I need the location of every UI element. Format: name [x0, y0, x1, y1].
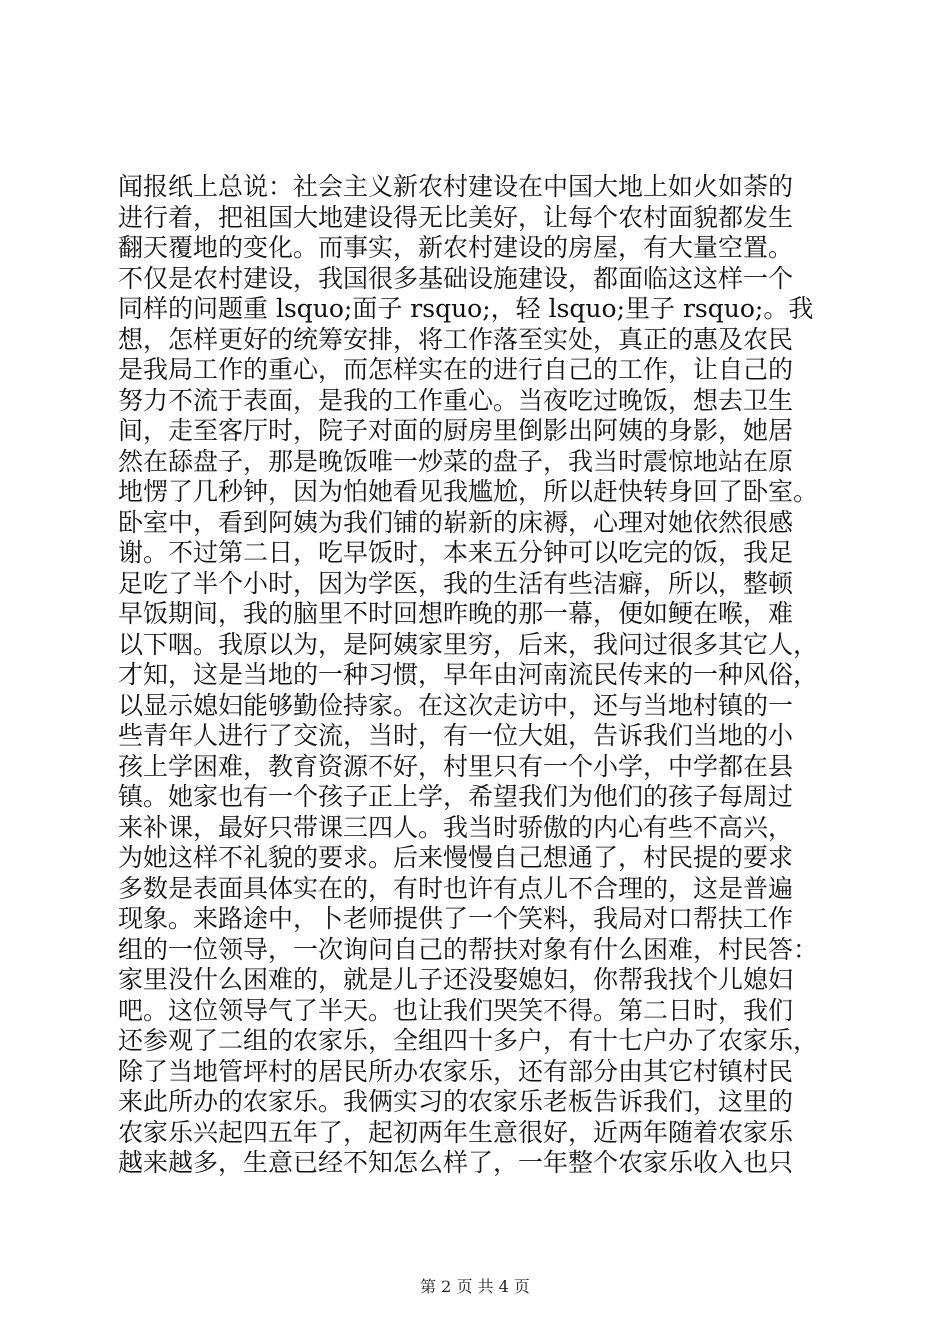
text-line: 农家乐兴起四五年了，起初两年生意很好，近两年随着农家乐: [118, 1117, 794, 1147]
text-line: 还参观了二组的农家乐，全组四十多户，有十七户办了农家乐，: [118, 1026, 819, 1055]
text-line: 同样的问题重 lsquo;面子 rsquo;，轻 lsquo;里子 rsquo;。我: [118, 294, 814, 323]
text-line: 闻报纸上总说：社会主义新农村建设在中国大地上如火如荼的: [118, 172, 794, 201]
text-line: 早饭期间，我的脑里不时回想昨晚的那一幕，便如鲠在喉，难: [118, 599, 794, 628]
text-line: 翻天覆地的变化。而事实，新农村建设的房屋，有大量空置。: [118, 233, 794, 262]
text-line: 来此所办的农家乐。我俩实习的农家乐老板告诉我们，这里的: [118, 1087, 794, 1116]
text-line: 想，怎样更好的统筹安排，将工作落至实处，真正的惠及农民: [118, 324, 794, 354]
text-line: 除了当地管坪村的居民所办农家乐，还有部分由其它村镇村民: [118, 1056, 794, 1086]
text-line: 以下咽。我原以为，是阿姨家里穷，后来，我问过很多其它人，: [118, 629, 819, 659]
text-line: 是我局工作的重心，而怎样实在的进行自己的工作，让自己的: [118, 355, 794, 384]
text-line: 进行着，把祖国大地建设得无比美好，让每个农村面貌都发生: [118, 202, 794, 232]
text-line: 然在舔盘子，那是晚饭唯一炒菜的盘子，我当时震惊地站在原: [118, 446, 794, 476]
text-line: 足吃了半个小时，因为学医，我的生活有些洁癖，所以，整顿: [118, 568, 794, 598]
text-line: 镇。她家也有一个孩子正上学，希望我们为他们的孩子每周过: [118, 782, 794, 811]
text-line: 组的一位领导，一次询问自己的帮扶对象有什么困难，村民答：: [118, 934, 819, 964]
page-number: 第 2 页 共 4 页: [420, 1277, 530, 1296]
body-text: [118, 172, 838, 1179]
text-line: 孩上学困难，教育资源不好，村里只有一个小学，中学都在县: [118, 751, 794, 781]
text-line: 现象。来路途中，卜老师提供了一个笑料，我局对口帮扶工作: [118, 904, 794, 933]
text-line: 为她这样不礼貌的要求。后来慢慢自己想通了，村民提的要求: [118, 843, 794, 872]
text-line: 些青年人进行了交流，当时，有一位大姐，告诉我们当地的小: [118, 721, 794, 750]
text-line: 才知，这是当地的一种习惯，早年由河南流民传来的一种风俗，: [118, 660, 819, 689]
text-line: 卧室中，看到阿姨为我们铺的崭新的床褥，心理对她依然很感: [118, 507, 794, 537]
text-line: 间，走至客厅时，院子对面的厨房里倒影出阿姨的身影，她居: [118, 416, 794, 445]
text-line: 地愣了几秒钟，因为怕她看见我尴尬，所以赶快转身回了卧室。: [118, 477, 819, 506]
text-line: 吧。这位领导气了半天。也让我们哭笑不得。第二日时，我们: [118, 995, 794, 1025]
text-line: 以显示媳妇能够勤俭持家。在这次走访中，还与当地村镇的一: [118, 690, 794, 720]
text-line: 努力不流于表面，是我的工作重心。当夜吃过晚饭，想去卫生: [118, 385, 794, 415]
text-line: 多数是表面具体实在的，有时也许有点儿不合理的，这是普遍: [118, 873, 794, 903]
text-line: 谢。不过第二日，吃早饭时，本来五分钟可以吃完的饭，我足: [118, 538, 794, 567]
text-line: 不仅是农村建设，我国很多基础设施建设，都面临这这样一个: [118, 263, 794, 293]
text-line: 来补课，最好只带课三四人。我当时骄傲的内心有些不高兴，: [118, 812, 794, 842]
text-line: 越来越多，生意已经不知怎么样了，一年整个农家乐收入也只: [118, 1148, 794, 1177]
text-line: 家里没什么困难的，就是儿子还没娶媳妇，你帮我找个儿媳妇: [118, 965, 794, 994]
